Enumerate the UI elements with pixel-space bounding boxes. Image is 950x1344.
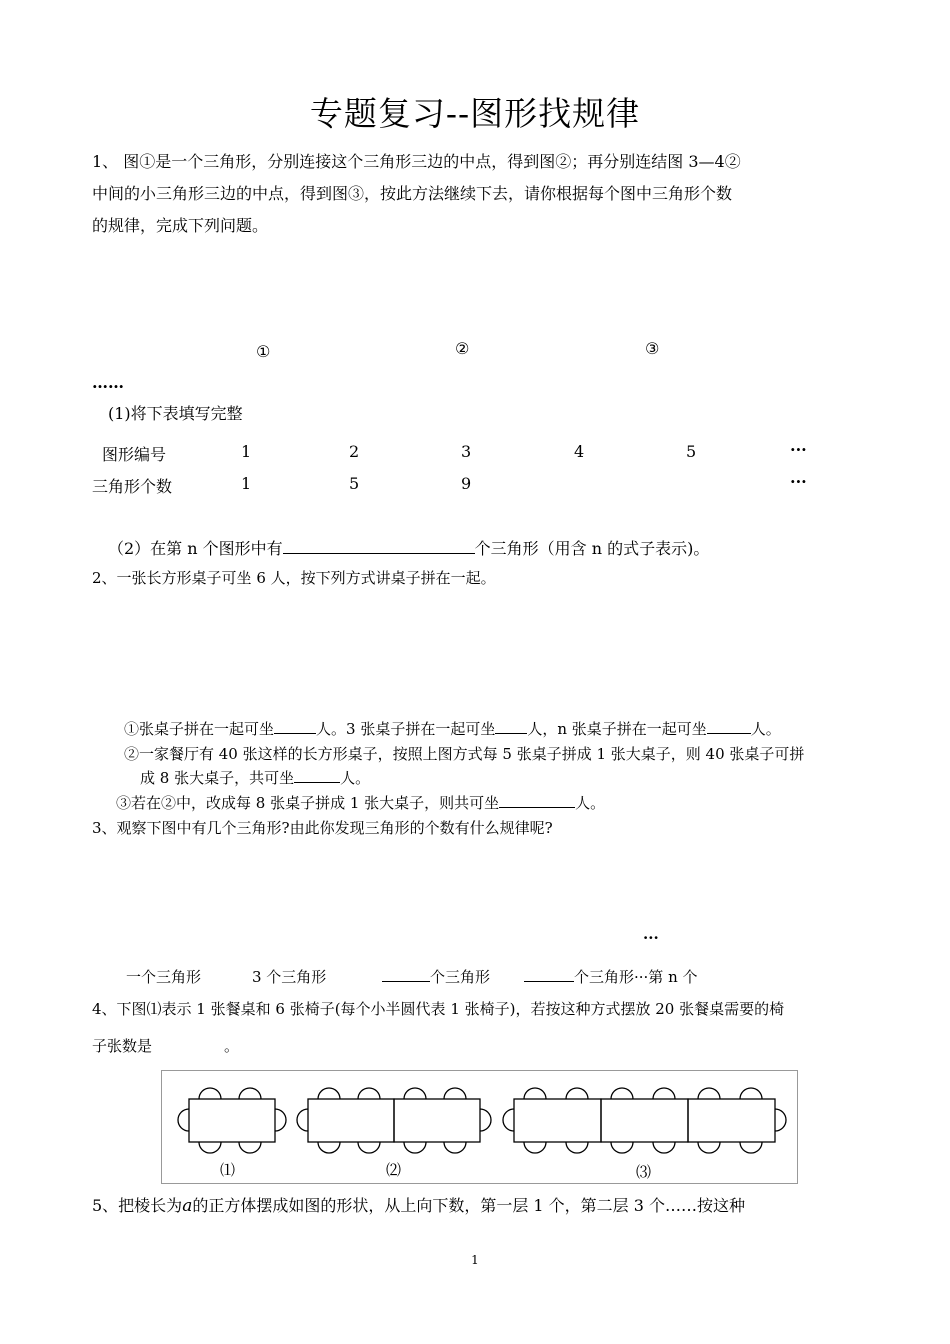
q2-intro: 2、一张长方形桌子可坐 6 人，按下列方式讲桌子拼在一起。	[92, 569, 496, 587]
q2-l1-d: 人。	[750, 720, 781, 738]
q3-caption-4	[524, 966, 698, 987]
tables-chairs-figure	[161, 1070, 798, 1184]
table-row1-header: 图形编号	[102, 445, 167, 464]
q5-line1	[92, 1190, 745, 1222]
q2-blank-2[interactable]	[495, 719, 527, 734]
q2-l3-a: 成 8 张大桌子，共可坐	[140, 769, 295, 787]
q1-fig-label-2: ②	[455, 339, 470, 358]
q3-caption-3	[382, 966, 490, 987]
q2-l4-a: ③若在②中，改成每 8 张桌子拼成 1 张大桌子，则共可坐	[116, 794, 500, 812]
q1-fig-label-3: ③	[645, 339, 660, 358]
q3-caption-1: 一个三角形	[126, 968, 202, 986]
q5-text-a: 5、把棱长为	[92, 1196, 183, 1215]
q3-c3-text: 个三角形	[430, 968, 491, 986]
q2-line1	[124, 718, 781, 739]
q1-ellipsis: ……	[92, 373, 124, 392]
q2-l4-b: 人。	[575, 794, 606, 812]
table-group-1	[178, 1088, 286, 1153]
q3-c4-text: 个三角形···第 n 个	[574, 968, 698, 986]
q1-sub1: (1)将下表填写完整	[108, 404, 243, 423]
q2-blank-5[interactable]	[499, 793, 575, 808]
table-row1-cell: ···	[790, 440, 807, 459]
table-row1-cell: 5	[686, 442, 697, 461]
q1-line2: 中间的小三角形三边的中点，得到图③，按此方法继续下去，请你根据每个图中三角形个数	[92, 184, 733, 203]
q2-blank-1[interactable]	[274, 719, 316, 734]
q4-line1: 4、下图⑴表示 1 张餐桌和 6 张椅子(每个小半圆代表 1 张椅子)，若按这种方式摆放 20 张餐桌需要的椅	[92, 1000, 785, 1018]
q4-line2-end: 。	[224, 1037, 240, 1055]
table-row2-cell: 1	[241, 474, 252, 493]
q3-blank-2[interactable]	[524, 967, 574, 982]
q1-sub2	[108, 533, 709, 564]
q2-line4	[116, 792, 605, 813]
q1-sub2-text-b: 个三角形（用含 n 的式子表示)。	[474, 539, 710, 558]
table-group-2	[297, 1088, 491, 1153]
q1-line1: 1、 图①是一个三角形，分别连接这个三角形三边的中点，得到图②；再分别连结图 3—4②	[92, 152, 741, 171]
q2-l1-b: 人。3 张桌子拼在一起可坐	[316, 720, 496, 738]
table-row1-cell: 1	[241, 442, 252, 461]
q3-caption-2: 3 个三角形	[252, 968, 327, 986]
table-row1-cell: 4	[574, 442, 585, 461]
q1-sub2-text-a: （2）在第 n 个图形中有	[108, 539, 283, 558]
table-fig-label-1: ⑴	[220, 1161, 236, 1179]
table-row2-cell: 5	[349, 474, 360, 493]
table-row1-cell: 2	[349, 442, 360, 461]
q4-line2-text: 子张数是	[92, 1037, 153, 1055]
table-fig-label-2: ⑵	[386, 1161, 402, 1179]
q1-line3: 的规律，完成下列问题。	[92, 216, 269, 235]
table-row2-cell: 9	[461, 474, 472, 493]
q2-line2: ②一家餐厅有 40 张这样的长方形桌子，按照上图方式每 5 张桌子拼成 1 张大桌子，则 40 张桌子可拼	[124, 745, 805, 763]
table-row2-header: 三角形个数	[92, 477, 173, 496]
page-number: 1	[471, 1253, 479, 1267]
q5-variable: a	[182, 1196, 193, 1216]
q4-line2	[92, 1035, 239, 1056]
table-fig-label-3: ⑶	[636, 1163, 652, 1181]
q2-l3-b: 人。	[340, 769, 371, 787]
q5-text-b: 的正方体摆成如图的形状，从上向下数，第一层 1 个，第二层 3 个……按这种	[192, 1196, 746, 1215]
page-title: 专题复习--图形找规律	[309, 94, 641, 133]
tables-chairs-diagram	[162, 1071, 797, 1183]
q2-blank-3[interactable]	[707, 719, 751, 734]
q1-answer-blank[interactable]	[283, 539, 475, 554]
q2-blank-4[interactable]	[294, 768, 340, 783]
q3-intro: 3、观察下图中有几个三角形?由此你发现三角形的个数有什么规律呢?	[92, 819, 553, 837]
q3-dots: ···	[643, 929, 659, 947]
table-group-3	[503, 1088, 786, 1153]
q3-blank-1[interactable]	[382, 967, 430, 982]
q2-l1-a: ①张桌子拼在一起可坐	[124, 720, 275, 738]
table-row2-cell: ···	[790, 472, 807, 491]
q2-l1-c: 人，n 张桌子拼在一起可坐	[527, 720, 707, 738]
q1-fig-label-1: ①	[256, 342, 271, 361]
table-row1-cell: 3	[461, 442, 472, 461]
q2-line3	[140, 767, 370, 788]
